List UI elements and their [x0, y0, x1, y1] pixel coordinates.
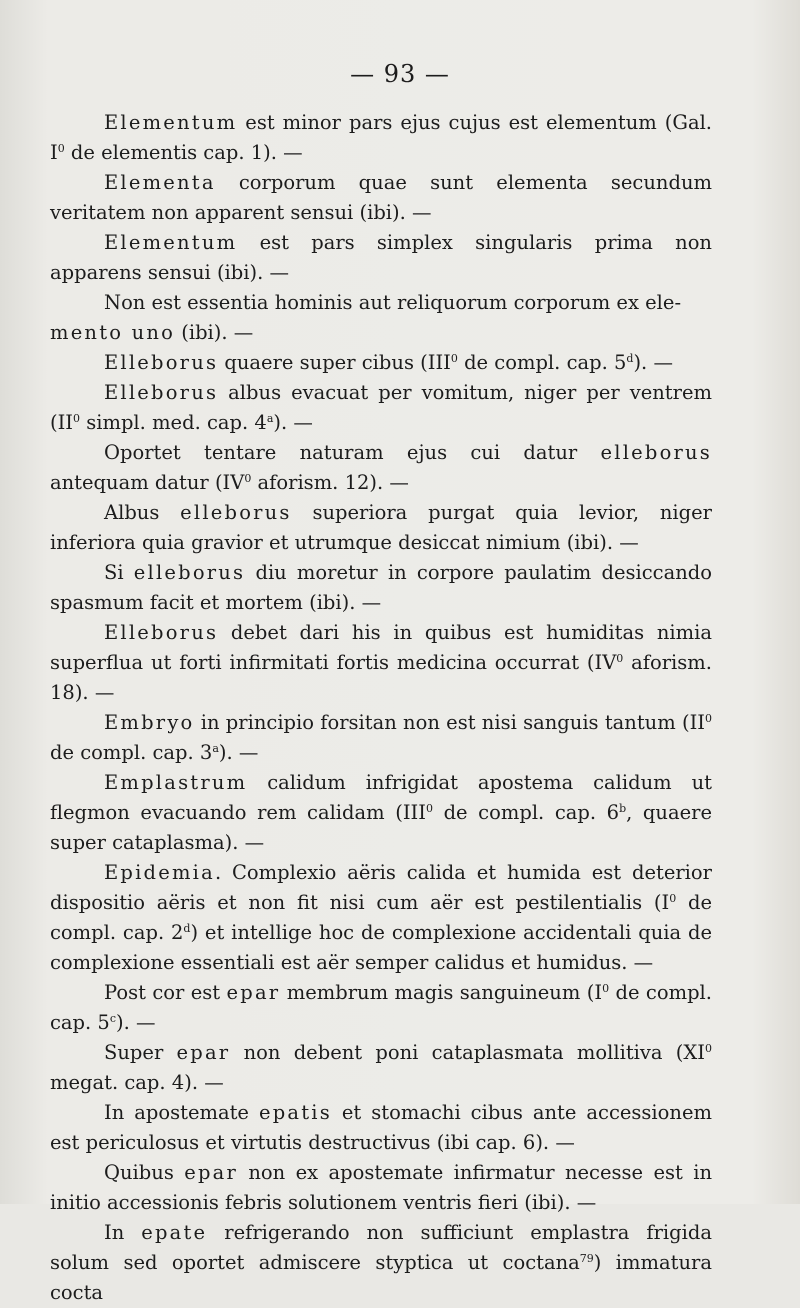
text-run: (ibi). — [175, 321, 254, 344]
paragraph [50, 1158, 712, 1218]
spaced-term: epar [176, 1041, 231, 1064]
paragraph [50, 708, 712, 768]
text-run: , quaere super cataplasma). — [50, 801, 713, 854]
text-run: diu moretur in corpore paulatim desiccando spasmum facit et mortem (ibi). — [50, 561, 713, 614]
superscript: a [266, 412, 274, 425]
spaced-term: Elementum [104, 231, 238, 254]
text-run: refrigerando non sufficiunt emplastra frigida solum sed oportet admiscere styptica ut coctana [50, 1221, 712, 1274]
text-run: de compl. cap. 5 [457, 351, 627, 374]
text-run: albus evacuat per vomitum, niger per ventrem (II [50, 381, 712, 434]
spaced-term: epar [226, 981, 281, 1004]
spaced-term: elleborus [133, 561, 246, 584]
text-run: calidum infrigidat apostema calidum ut flegmon evacuando rem calidam (III [50, 771, 712, 824]
superscript: 79 [579, 1252, 594, 1265]
paragraph [50, 558, 712, 618]
superscript: b [619, 802, 627, 815]
text-run: debet dari his in quibus est humiditas nimia superflua ut forti infirmitati fortis medicina occurrat (IV [50, 621, 712, 674]
text-run: et stomachi cibus ante accessionem est periculosus et virtutis destructivus (ibi cap. 6). — [50, 1101, 712, 1154]
text-run: ) immatura cocta [50, 1251, 712, 1304]
paragraph [50, 1218, 712, 1308]
spaced-term: Elleborus [104, 381, 219, 404]
text-run: quaere super cibus (III [218, 351, 451, 374]
spaced-term: Elleborus [104, 351, 219, 374]
superscript: d [183, 922, 191, 935]
text-run: de compl. cap. 2 [50, 891, 712, 944]
spaced-term: Elementa [104, 171, 216, 194]
superscript: 0 [616, 652, 624, 665]
spaced-term: epate [141, 1221, 208, 1244]
superscript: c [109, 1012, 117, 1025]
paragraph [50, 768, 712, 858]
text-run: Si [104, 561, 134, 584]
text-run: aforism. 12). — [251, 471, 409, 494]
text-run: ). — [116, 1011, 156, 1034]
spaced-term: Emplastrum [104, 771, 248, 794]
superscript: 0 [450, 352, 458, 365]
superscript: 0 [425, 802, 433, 815]
spaced-term: epar [184, 1161, 238, 1184]
page-number-header: — 93 — [350, 60, 450, 88]
paragraph [50, 1038, 712, 1098]
paragraph [50, 378, 712, 438]
text-run: de elementis cap. 1). — [64, 141, 303, 164]
spaced-term: epatis [258, 1101, 332, 1124]
superscript: 0 [669, 892, 677, 905]
text-run: in principio forsitan non est nisi sanguis tantum (II [194, 711, 705, 734]
superscript: a [212, 742, 219, 755]
text-run: In apostemate [104, 1101, 259, 1124]
paragraph [50, 288, 712, 348]
text-run: simpl. med. cap. 4 [80, 411, 267, 434]
superscript: 0 [244, 472, 252, 485]
spaced-term: elleborus [180, 501, 292, 524]
paragraph [50, 618, 712, 708]
superscript: 0 [73, 412, 81, 425]
superscript: 0 [705, 712, 712, 725]
text-body [50, 108, 712, 1308]
paragraph [50, 978, 712, 1038]
text-run: superiora purgat quia levior, niger inferiora quia gravior et utrumque desiccat nimium (ibi). — [50, 501, 712, 554]
superscript: 0 [705, 1042, 712, 1055]
paragraph [50, 438, 712, 498]
text-run: . Complexio aëris calida et humida est deterior dispositio aëris et non fit nisi cum aër est pestilentialis (I [50, 861, 712, 914]
spaced-term: Embryo [104, 711, 195, 734]
text-run: ). — [273, 411, 313, 434]
paragraph [50, 858, 712, 978]
text-run: membrum magis sanguineum (I [280, 981, 603, 1004]
text-run: de compl. cap. 5 [50, 981, 712, 1034]
text-run: de compl. cap. 3 [50, 741, 213, 764]
text-run: In [104, 1221, 142, 1244]
text-run: megat. cap. 4). — [50, 1071, 224, 1094]
text-run: antequam datur (IV [50, 471, 245, 494]
spaced-term: Elementum [104, 111, 238, 134]
text-run: aforism. 18). — [50, 651, 712, 704]
text-run: est minor pars ejus cujus est elementum (Gal. I [50, 111, 712, 164]
text-run: ). — [218, 741, 259, 764]
text-run: non debent poni cataplasmata mollitiva (XI [230, 1041, 705, 1064]
paragraph [50, 498, 712, 558]
text-run: est pars simplex singularis prima non apparens sensui (ibi). — [50, 231, 712, 284]
text-run: ) et intellige hoc de complexione accidentali quia de complexione essentiali est aër semper calidus et humidus. — [50, 921, 712, 974]
text-run: Post cor est [104, 981, 227, 1004]
text-run: Super [104, 1041, 177, 1064]
superscript: d [626, 352, 634, 365]
text-run: Quibus [104, 1161, 185, 1184]
paragraph [50, 108, 712, 168]
spaced-term: Epidemia [104, 861, 215, 884]
paragraph [50, 168, 712, 228]
text-run: Albus [104, 501, 181, 524]
superscript: 0 [57, 142, 65, 155]
text-run: Oportet tentare naturam ejus cui datur [104, 441, 601, 464]
spaced-term: elleborus [600, 441, 712, 464]
spaced-term: Elleborus [104, 621, 219, 644]
text-run: non ex apostemate infirmatur necesse est in initio accessionis febris solutionem ventris fieri (ibi). — [50, 1161, 713, 1214]
paragraph [50, 348, 712, 378]
spaced-term: mento uno [50, 321, 176, 344]
paragraph [50, 228, 712, 288]
text-run: corporum quae sunt elementa secundum veritatem non apparent sensui (ibi). — [50, 171, 712, 224]
paragraph [50, 1098, 712, 1158]
text-run: ). — [633, 351, 673, 374]
text-run: de compl. cap. 6 [432, 801, 620, 824]
superscript: 0 [602, 982, 610, 995]
text-run: Non est essentia hominis aut reliquorum corporum ex ele- [104, 291, 682, 314]
